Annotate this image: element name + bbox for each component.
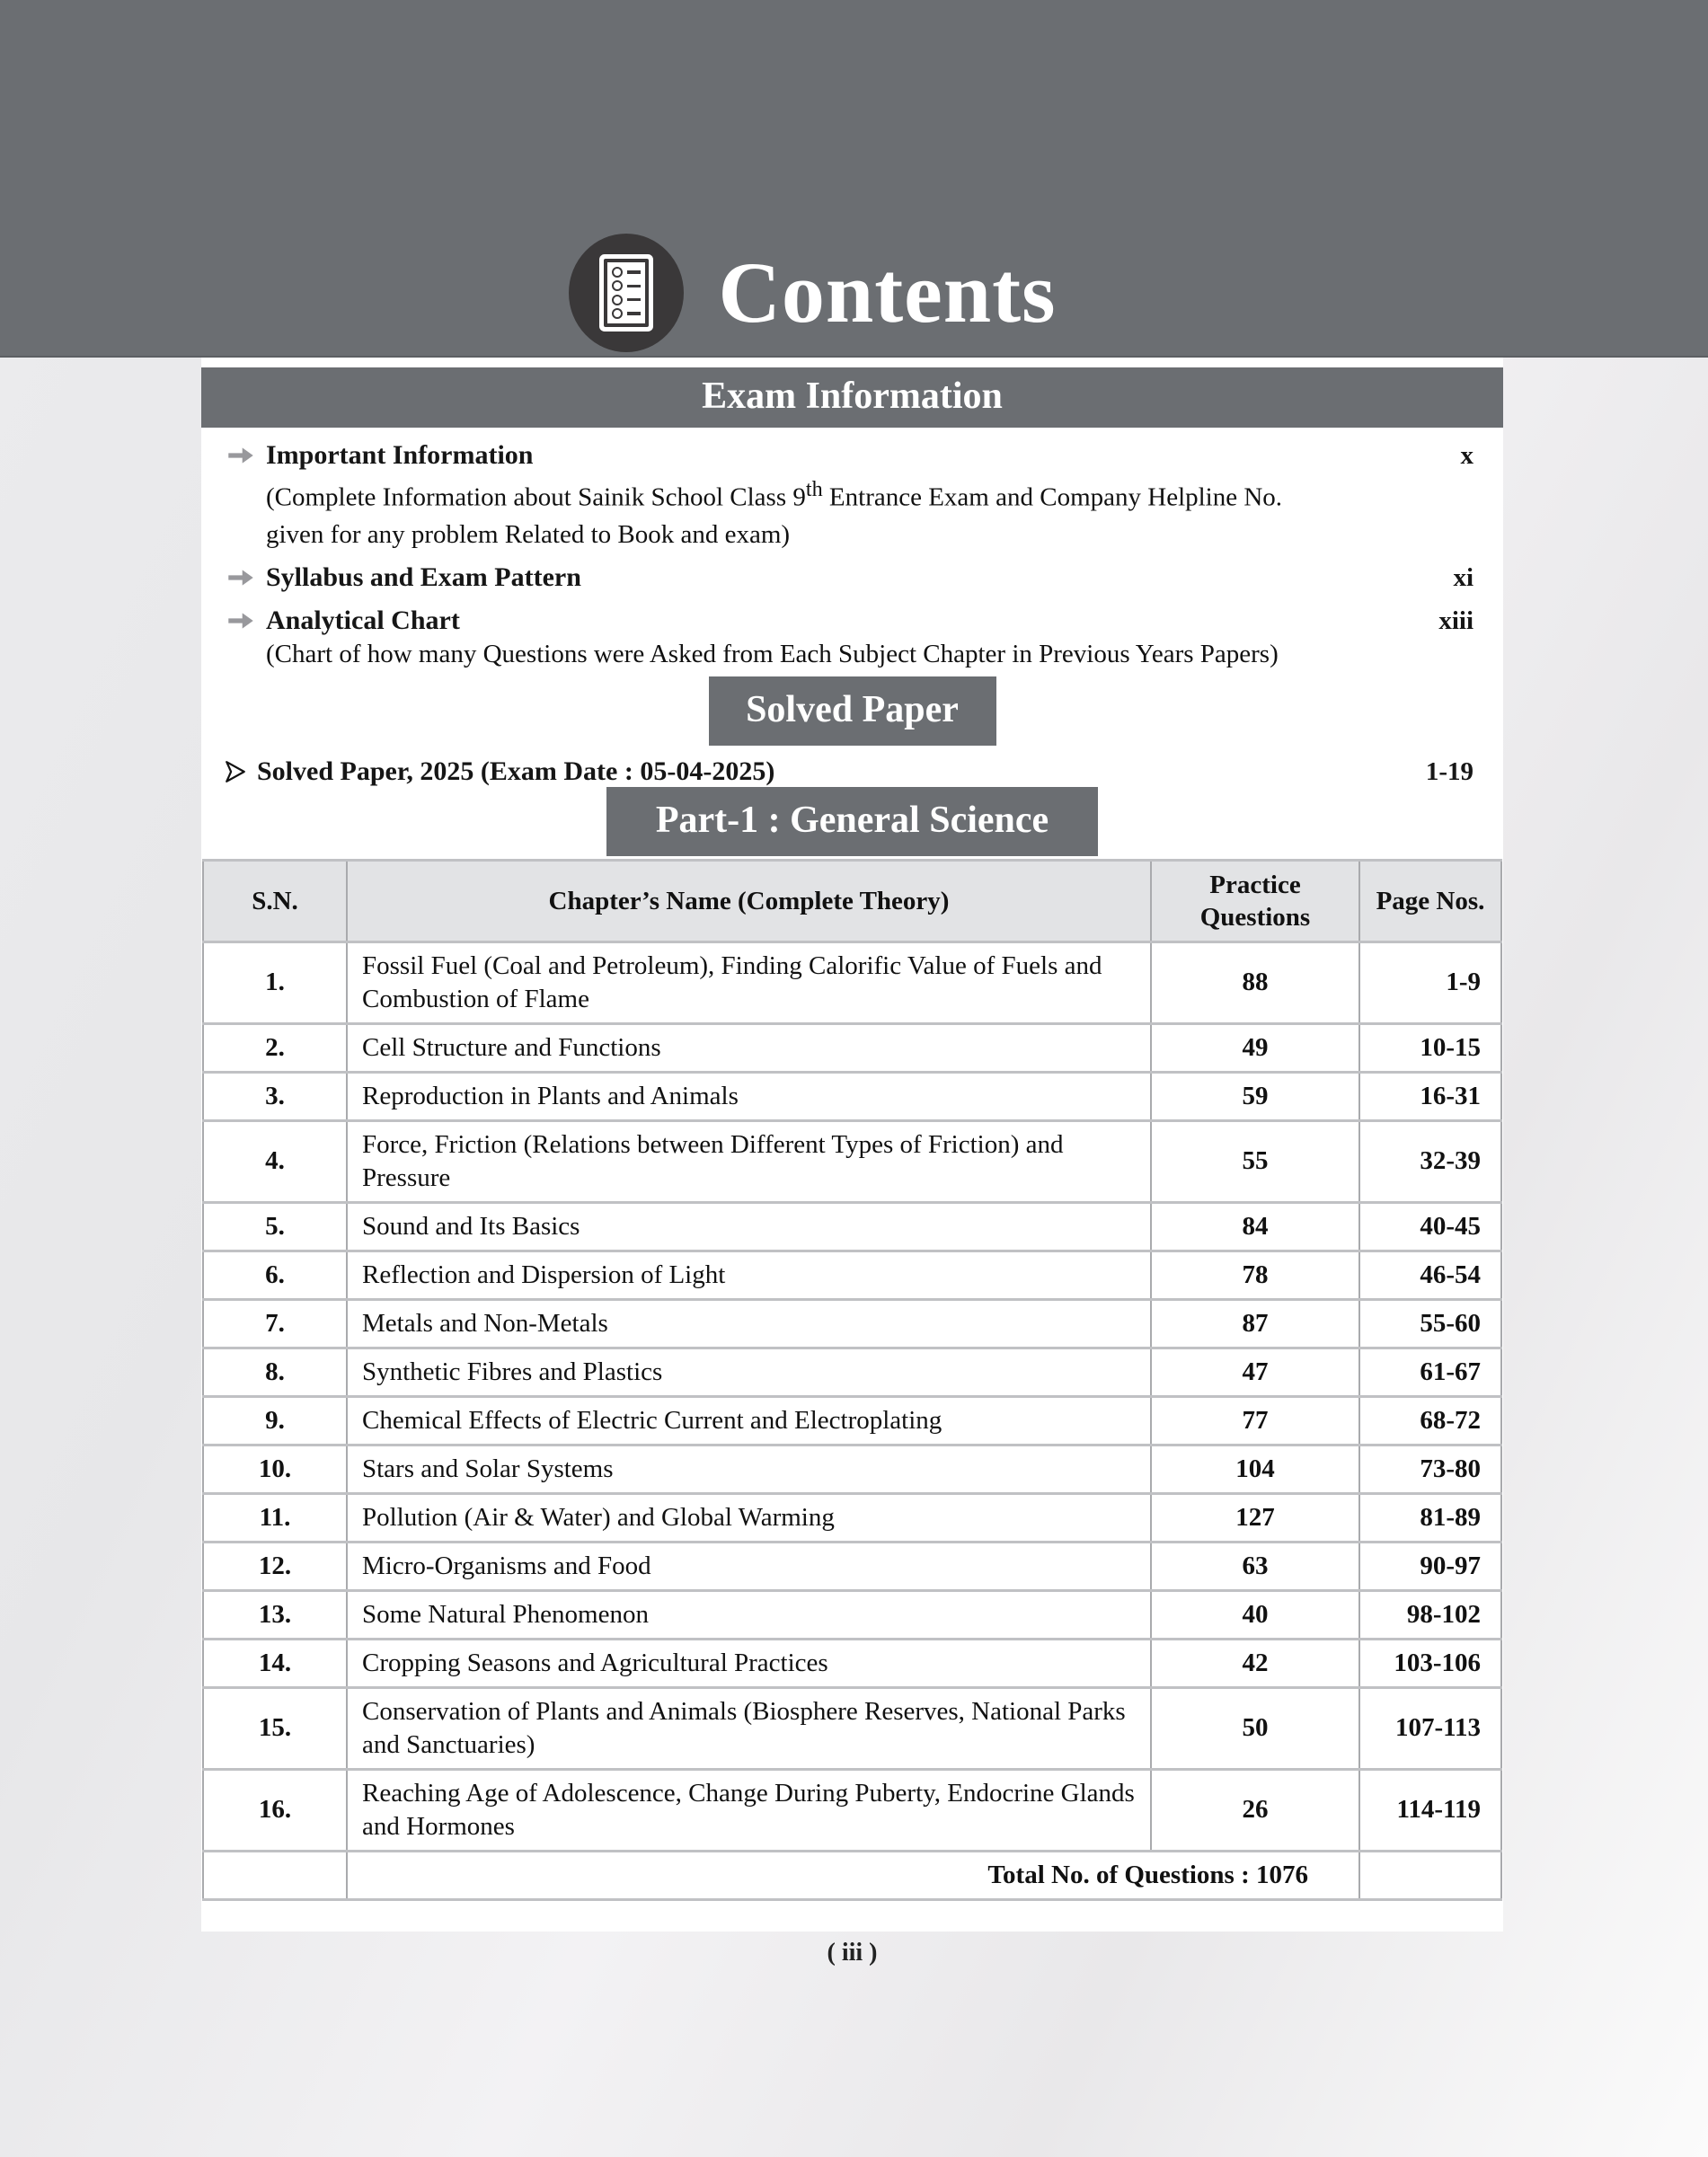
row-questions: 55 — [1151, 1120, 1359, 1202]
row-questions: 42 — [1151, 1639, 1359, 1687]
row-chapter: Reaching Age of Adolescence, Change During Puberty, Endocrine Glands and Hormones — [347, 1769, 1151, 1851]
arrowhead-bullet-icon — [225, 760, 246, 783]
row-chapter: Micro-Organisms and Food — [347, 1542, 1151, 1590]
toc-entry-solved-paper-2025 — [201, 756, 1503, 787]
row-questions: 87 — [1151, 1299, 1359, 1348]
row-sn: 4. — [203, 1120, 347, 1202]
toc-entry-page: xi — [1453, 562, 1473, 592]
row-pages: 46-54 — [1359, 1251, 1501, 1299]
row-pages: 103-106 — [1359, 1639, 1501, 1687]
row-sn: 2. — [203, 1023, 347, 1072]
row-questions: 59 — [1151, 1072, 1359, 1120]
toc-entry-syllabus — [201, 562, 1503, 593]
row-chapter: Some Natural Phenomenon — [347, 1590, 1151, 1639]
solved-paper-heading: Solved Paper — [709, 676, 996, 746]
row-chapter: Force, Friction (Relations between Different Types of Friction) and Pressure — [347, 1120, 1151, 1202]
row-questions: 50 — [1151, 1687, 1359, 1769]
row-sn: 14. — [203, 1639, 347, 1687]
table-row — [203, 1348, 1501, 1396]
table-row — [203, 1202, 1501, 1251]
table-row — [203, 1396, 1501, 1445]
row-sn: 6. — [203, 1251, 347, 1299]
row-pages: 40-45 — [1359, 1202, 1501, 1251]
row-pages: 10-15 — [1359, 1023, 1501, 1072]
row-chapter: Synthetic Fibres and Plastics — [347, 1348, 1151, 1396]
table-row — [203, 1299, 1501, 1348]
note-text: (Complete Information about Sainik School Class 9 — [266, 482, 806, 512]
arrow-right-icon — [225, 567, 257, 588]
total-questions-label: Total No. of Questions : 1076 — [347, 1851, 1359, 1899]
row-chapter: Chemical Effects of Electric Current and Electroplating — [347, 1396, 1151, 1445]
header-questions: Practice Questions — [1151, 860, 1359, 941]
row-pages: 55-60 — [1359, 1299, 1501, 1348]
row-questions: 84 — [1151, 1202, 1359, 1251]
table-row — [203, 1072, 1501, 1120]
toc-entry-label: Syllabus and Exam Pattern — [266, 561, 581, 592]
table-row — [203, 1542, 1501, 1590]
row-chapter: Stars and Solar Systems — [347, 1445, 1151, 1493]
table-header-row — [203, 860, 1501, 941]
row-pages: 68-72 — [1359, 1396, 1501, 1445]
chapters-table — [202, 859, 1502, 1901]
row-sn: 8. — [203, 1348, 347, 1396]
row-sn: 3. — [203, 1072, 347, 1120]
row-questions: 49 — [1151, 1023, 1359, 1072]
row-sn: 15. — [203, 1687, 347, 1769]
total-row-empty-sn — [203, 1851, 347, 1899]
row-sn: 11. — [203, 1493, 347, 1542]
table-row — [203, 1251, 1501, 1299]
toc-entry-note — [201, 471, 1503, 553]
row-chapter: Cropping Seasons and Agricultural Practices — [347, 1639, 1151, 1687]
toc-entry-page: xiii — [1438, 606, 1473, 635]
header-chapter: Chapter’s Name (Complete Theory) — [347, 860, 1151, 941]
row-sn: 9. — [203, 1396, 347, 1445]
row-chapter: Reflection and Dispersion of Light — [347, 1251, 1151, 1299]
row-sn: 12. — [203, 1542, 347, 1590]
part1-heading: Part-1 : General Science — [606, 787, 1098, 856]
page-header-band — [0, 0, 1708, 358]
table-row — [203, 1445, 1501, 1493]
row-questions: 78 — [1151, 1251, 1359, 1299]
row-chapter: Pollution (Air & Water) and Global Warming — [347, 1493, 1151, 1542]
row-pages: 1-9 — [1359, 941, 1501, 1023]
row-pages: 98-102 — [1359, 1590, 1501, 1639]
row-pages: 107-113 — [1359, 1687, 1501, 1769]
row-pages: 32-39 — [1359, 1120, 1501, 1202]
note-superscript: th — [805, 477, 823, 501]
row-sn: 10. — [203, 1445, 347, 1493]
table-row — [203, 1023, 1501, 1072]
page-number-footer: ( iii ) — [827, 1939, 878, 1967]
toc-entry-analytical-chart — [201, 606, 1503, 636]
header-pages: Page Nos. — [1359, 860, 1501, 941]
row-pages: 90-97 — [1359, 1542, 1501, 1590]
row-questions: 127 — [1151, 1493, 1359, 1542]
toc-entry-label: Analytical Chart — [266, 605, 460, 635]
table-row — [203, 1590, 1501, 1639]
row-chapter: Sound and Its Basics — [347, 1202, 1151, 1251]
arrow-right-icon — [225, 445, 257, 466]
table-row — [203, 941, 1501, 1023]
table-total-row — [203, 1851, 1501, 1899]
row-chapter: Conservation of Plants and Animals (Biosphere Reserves, National Parks and Sanctuaries) — [347, 1687, 1151, 1769]
toc-entry-label: Important Information — [266, 440, 534, 470]
toc-entry-important-information — [201, 440, 1503, 471]
row-questions: 47 — [1151, 1348, 1359, 1396]
row-sn: 7. — [203, 1299, 347, 1348]
row-sn: 13. — [203, 1590, 347, 1639]
toc-entry-page: 1-19 — [1425, 756, 1473, 786]
note-text: Entrance Exam and Company Helpline No. given for any problem Related to Book and exam) — [266, 482, 1283, 549]
row-questions: 88 — [1151, 941, 1359, 1023]
header-sn: S.N. — [203, 860, 347, 941]
toc-entry-page: x — [1460, 441, 1473, 470]
row-chapter: Fossil Fuel (Coal and Petroleum), Finding Calorific Value of Fuels and Combustion of Flame — [347, 941, 1151, 1023]
row-chapter: Reproduction in Plants and Animals — [347, 1072, 1151, 1120]
row-questions: 63 — [1151, 1542, 1359, 1590]
table-row — [203, 1493, 1501, 1542]
row-pages: 114-119 — [1359, 1769, 1501, 1851]
total-row-empty-pages — [1359, 1851, 1501, 1899]
row-questions: 40 — [1151, 1590, 1359, 1639]
page-title: Contents — [718, 244, 1057, 340]
row-questions: 104 — [1151, 1445, 1359, 1493]
row-pages: 61-67 — [1359, 1348, 1501, 1396]
row-pages: 81-89 — [1359, 1493, 1501, 1542]
row-questions: 26 — [1151, 1769, 1359, 1851]
list-paper-glyph — [604, 259, 649, 327]
row-chapter: Cell Structure and Functions — [347, 1023, 1151, 1072]
row-sn: 1. — [203, 941, 347, 1023]
content-panel — [201, 358, 1503, 1932]
row-pages: 16-31 — [1359, 1072, 1501, 1120]
contents-list-icon — [569, 234, 684, 352]
row-chapter: Metals and Non-Metals — [347, 1299, 1151, 1348]
exam-information-heading: Exam Information — [201, 367, 1503, 428]
table-row — [203, 1769, 1501, 1851]
arrow-right-icon — [225, 610, 257, 632]
row-questions: 77 — [1151, 1396, 1359, 1445]
table-row — [203, 1120, 1501, 1202]
table-row — [203, 1687, 1501, 1769]
row-pages: 73-80 — [1359, 1445, 1501, 1493]
row-sn: 16. — [203, 1769, 347, 1851]
table-row — [203, 1639, 1501, 1687]
row-sn: 5. — [203, 1202, 347, 1251]
toc-entry-note: (Chart of how many Questions were Asked from Each Subject Chapter in Previous Years Papers) — [266, 639, 1279, 668]
toc-entry-label: Solved Paper, 2025 (Exam Date : 05-04-2025) — [257, 756, 775, 786]
